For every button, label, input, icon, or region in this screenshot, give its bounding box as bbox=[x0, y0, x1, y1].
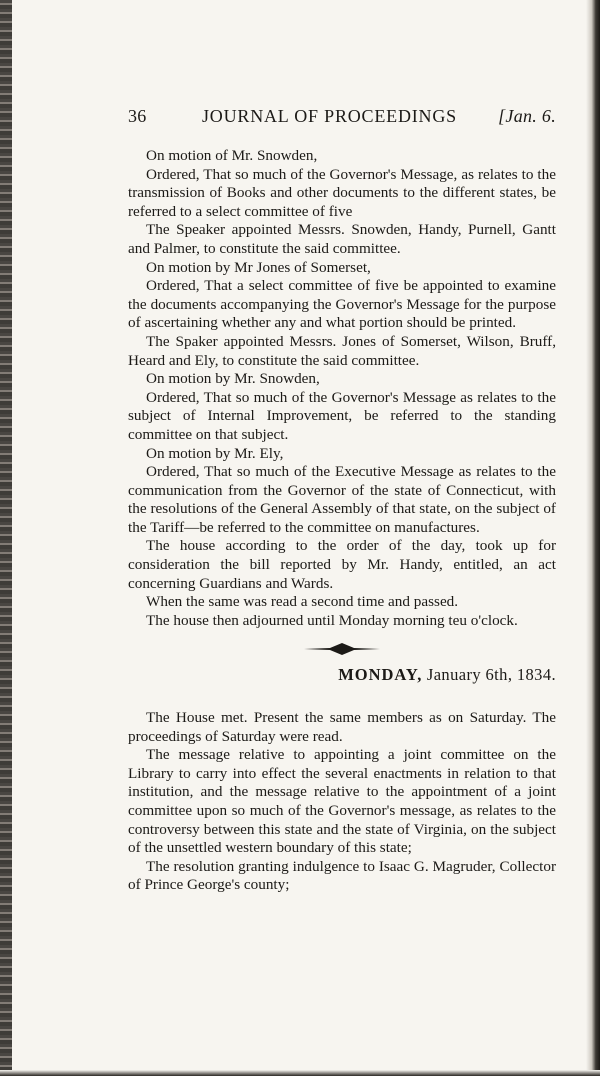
page-edge-bottom bbox=[0, 1070, 600, 1076]
page-edge-right bbox=[586, 0, 600, 1076]
paragraph: On motion by Mr. Snowden, bbox=[146, 370, 320, 388]
day-heading bbox=[128, 666, 556, 685]
running-title: JOURNAL OF PROCEEDINGS bbox=[202, 106, 457, 126]
paragraph: On motion by Mr Jones of Somerset, bbox=[146, 258, 371, 276]
page-number: 36 bbox=[128, 106, 147, 126]
paragraph: Ordered, That so much of the Executive Message as relates to the communication from the Governor of the state of Connecticut, with the resolutions of the General Assembly of that state, on the subject of the Tariff—be referred to the committee on manufactures. bbox=[128, 463, 556, 536]
paragraph: On motion by Mr. Ely, bbox=[146, 444, 284, 462]
day-heading-date: January 6th, 1834. bbox=[426, 665, 556, 685]
paragraph: Ordered, That so much of the Governor's Message as relates to the subject of Internal Improvement, be referred to the standing committee on that subject. bbox=[128, 388, 556, 443]
running-header bbox=[128, 106, 556, 132]
paragraph: On motion of Mr. Snowden, bbox=[146, 147, 318, 164]
paragraph: The house then adjourned until Monday morning teu o'clock. bbox=[146, 611, 518, 629]
body-text bbox=[128, 147, 556, 895]
paragraph: Ordered, That a select committee of five be appointed to examine the documents accompanying the Governor's Message for the purpose of ascertaining whether any and what portion should be printed. bbox=[128, 277, 556, 332]
paragraph: The house according to the order of the day, took up for consideration the bill reported by Mr. Handy, entitled, an act concerning Guardians and Wards. bbox=[128, 537, 556, 592]
binding-edge-left bbox=[0, 0, 12, 1076]
day-heading-day: MONDAY, bbox=[338, 665, 423, 685]
header-date: [Jan. 6. bbox=[498, 106, 556, 126]
paragraph: Ordered, That so much of the Governor's Message, as relates to the transmission of Books and other documents to the different states, be referred to a select committee of five bbox=[128, 165, 556, 220]
paragraph: The message relative to appointing a joint committee on the Library to carry into effect the several enactments in relation to that institution, and the message relative to the appointment of a joint committee upon so much of the Governor's message, as relates to the controversy between this state and the state of Virginia, on the subject of the unsettled western boundary of this state; bbox=[128, 746, 556, 857]
paragraph: When the same was read a second time and passed. bbox=[146, 593, 459, 611]
paragraph: The Speaker appointed Messrs. Snowden, Handy, Purnell, Gantt and Palmer, to constitute the said committee. bbox=[128, 221, 556, 257]
section-divider-ornament-icon bbox=[304, 642, 380, 656]
paragraph: The House met. Present the same members as on Saturday. The proceedings of Saturday were read. bbox=[128, 709, 556, 745]
paragraph: The resolution granting indulgence to Isaac G. Magruder, Collector of Prince George's county; bbox=[128, 857, 556, 894]
paragraph: The Spaker appointed Messrs. Jones of Somerset, Wilson, Bruff, Heard and Ely, to constitute the said committee. bbox=[128, 332, 556, 369]
